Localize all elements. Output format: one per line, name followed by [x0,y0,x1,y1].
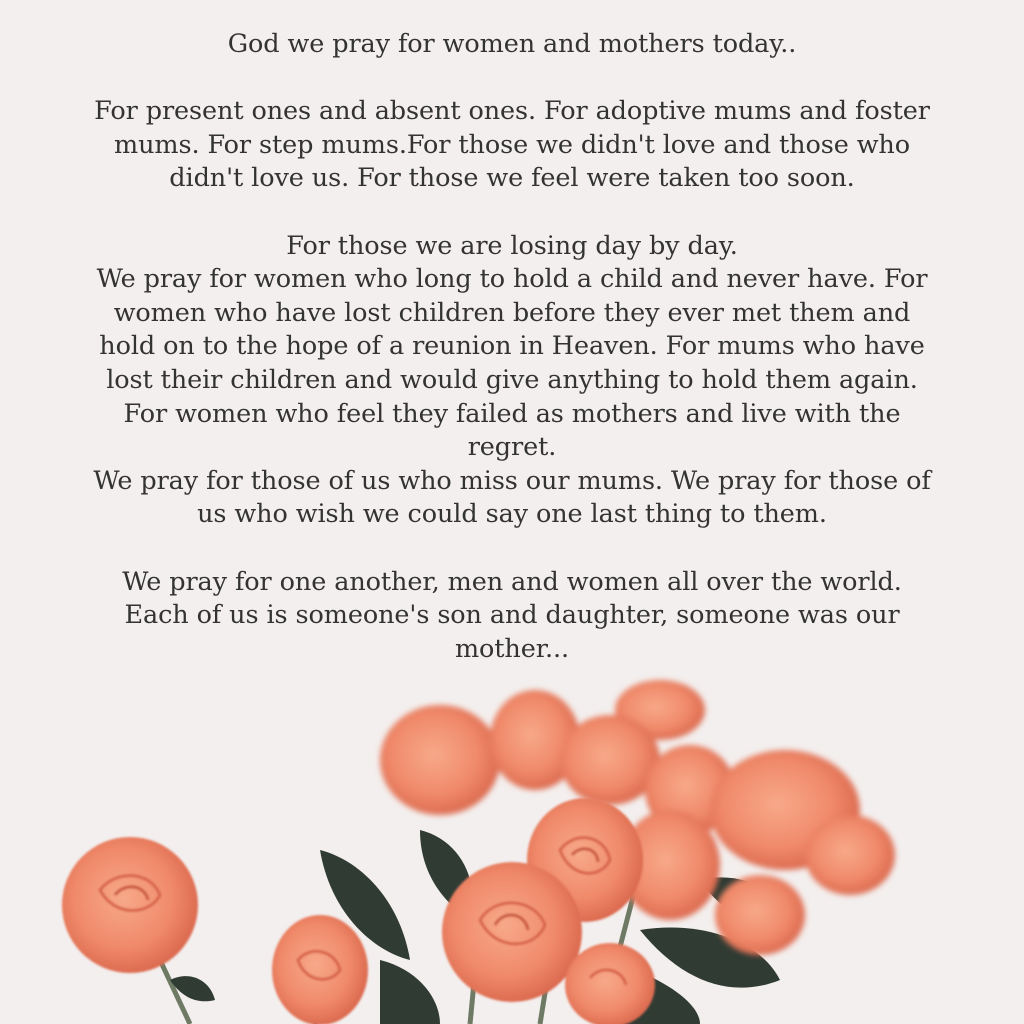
prayer-line: We pray for women who long to hold a child and never have. For [96,264,928,295]
rose-bottom-left [272,915,368,1024]
prayer-line: regret. [467,432,557,463]
prayer-line: We pray for one another, men and women all over the world. [122,566,902,597]
prayer-line: mother... [454,633,570,664]
rose-left [62,837,198,973]
rose-bouquet-illustration [0,660,1024,1024]
prayer-line: didn't love us. For those we feel were taken too soon. [169,163,855,194]
prayer-line: hold on to the hope of a reunion in Heaven. For mums who have [99,331,925,362]
prayer-intro: God we pray for women and mothers today.. [227,29,797,59]
prayer-line: Each of us is someone's son and daughter, someone was our [124,600,900,631]
prayer-line: For those we are losing day by day. [286,230,738,261]
prayer-line: For women who feel they failed as mothers and live with the [123,398,901,429]
prayer-line: us who wish we could say one last thing to them. [197,499,827,530]
prayer-line: We pray for those of us who miss our mums. We pray for those of [93,465,931,496]
rose-bottom-center [565,943,655,1024]
prayer-line: women who have lost children before they ever met them and [113,297,911,328]
prayer-line: mums. For step mums.For those we didn't love and those who [114,129,910,160]
prayer-text [40,28,984,666]
prayer-line: For present ones and absent ones. For adoptive mums and foster [94,96,930,127]
rose-center [442,862,582,1002]
prayer-line: lost their children and would give anything to hold them again. [106,364,918,395]
